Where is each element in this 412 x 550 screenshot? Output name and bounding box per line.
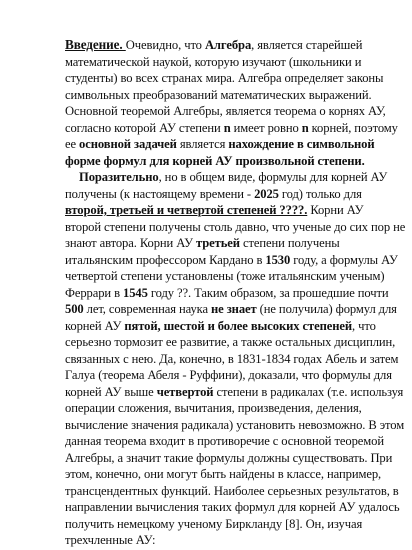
text-run: 1545 xyxy=(123,285,148,300)
text-run: , но в общем виде, формулы для корней АУ xyxy=(158,170,388,184)
text-run: степени в радикалах (т.е. используя xyxy=(213,384,404,399)
text-run: этом, конечно, они могут быть найдены в классе, например, xyxy=(65,467,382,481)
text-run: связанных с нею. Да, конечно, в 1831-1834 годах Абель и затем xyxy=(65,351,399,366)
text-run: имеет ровно xyxy=(230,120,302,135)
text-run: основной задачей xyxy=(79,137,177,151)
text-line xyxy=(65,268,384,285)
text-run: нахождение в символьной xyxy=(228,137,375,151)
text-run: трехчленные АУ: xyxy=(65,533,156,547)
text-run: корней, поэтому xyxy=(308,120,398,135)
text-run: ее xyxy=(65,137,80,151)
text-run: математической наукой, которую изучают (школьники и xyxy=(65,54,362,69)
text-run: (не получила) формул для xyxy=(256,302,397,316)
text-run: Алгебры, а значит такие формулы должны существовать. При xyxy=(65,450,393,465)
text-line xyxy=(65,103,386,120)
text-line xyxy=(65,417,404,434)
text-line xyxy=(65,252,398,269)
text-line xyxy=(65,219,405,236)
text-run: 500 xyxy=(65,302,84,316)
text-run: получить немецкому ученому Биркланду [8]. Он, изучая xyxy=(65,516,363,531)
text-line xyxy=(65,54,361,71)
text-line xyxy=(65,202,363,219)
text-run: операции сложения, вычитания, произведения, деления, xyxy=(65,401,362,415)
text-line xyxy=(65,301,397,318)
text-line xyxy=(65,483,399,500)
text-run: Поразительно xyxy=(79,170,159,184)
text-run: лет, современная наука xyxy=(83,302,212,316)
text-line xyxy=(65,351,398,368)
text-run: второй, третьей и четвертой степеней ????. xyxy=(65,203,308,217)
heading-line xyxy=(65,37,362,54)
text-line xyxy=(65,367,392,384)
text-line xyxy=(65,153,365,170)
text-run: 2025 xyxy=(254,186,279,201)
text-line xyxy=(65,450,392,467)
text-run: Феррари в xyxy=(65,285,124,300)
text-run: не знает xyxy=(211,302,257,316)
text-run: , является старейшей xyxy=(251,38,363,52)
text-run: степени получены xyxy=(239,236,340,250)
text-run: трансцендентных функций. Наиболее серьезных результатов, в xyxy=(65,483,399,498)
text-line xyxy=(65,384,403,401)
text-run: Галуа (теорема Абеля - Руффини), доказали, что формулы для xyxy=(65,368,392,382)
text-line xyxy=(65,516,362,533)
text-run: Основной теоремой Алгебры, является теорема о корнях АУ, xyxy=(65,104,386,118)
text-run: пятой, шестой и более высоких степеней xyxy=(124,318,353,333)
text-line xyxy=(65,285,389,302)
text-run: Очевидно, что xyxy=(125,38,205,52)
text-run: второй степени получены столь давно, что ученые до сих пор не xyxy=(65,219,406,234)
text-run: студенты) во всех странах мира. Алгебра определяет законы xyxy=(65,71,384,85)
text-run: Алгебра xyxy=(204,38,252,52)
text-run: направлении вычисления таких формул для корней АУ удалось xyxy=(65,500,400,514)
text-run: корней АУ выше xyxy=(65,384,157,399)
text-run: форме формул для корней АУ произвольной степени. xyxy=(65,153,365,168)
text-run: знают автора. Корни АУ xyxy=(65,236,196,250)
text-line xyxy=(65,400,362,417)
text-run: данная теорема входит в противоречие с основной теоремой xyxy=(65,434,384,448)
text-run: получены (к настоящему времени - xyxy=(65,186,255,201)
text-run: , что xyxy=(352,318,376,333)
text-line xyxy=(65,532,155,549)
text-line xyxy=(65,318,376,335)
text-run: году ??. Таким образом, за прошедшие почти xyxy=(147,285,389,300)
text-line xyxy=(65,87,372,104)
text-run: третьей xyxy=(196,236,240,250)
intro-heading: Введение. xyxy=(65,37,126,52)
text-line xyxy=(65,120,398,137)
text-line xyxy=(65,186,362,203)
text-run: год) только для xyxy=(278,186,362,201)
text-run: серьезно тормозит ее развитие, а также остальных дисциплин, xyxy=(65,335,396,349)
text-line xyxy=(65,466,381,483)
text-line xyxy=(65,334,395,351)
text-run: корней АУ xyxy=(65,318,125,333)
text-run: является xyxy=(176,137,229,151)
text-line xyxy=(65,235,340,252)
text-run: четвертой xyxy=(156,384,214,399)
text-run: четвертой степени установлены (тоже итальянским ученым) xyxy=(65,269,385,283)
text-run: итальянским профессором Кардано в xyxy=(65,252,266,267)
text-run: Корни АУ xyxy=(307,203,364,217)
text-run: n xyxy=(301,120,309,135)
text-line xyxy=(65,499,400,516)
text-line xyxy=(65,70,383,87)
text-run: 1530 xyxy=(265,252,291,267)
paragraph-start-line xyxy=(79,169,387,186)
text-run: согласно которой АУ степени xyxy=(65,120,224,135)
text-run: символьных преобразований математических выражений. xyxy=(65,87,372,102)
text-run: n xyxy=(223,120,231,135)
text-line xyxy=(65,433,384,450)
text-run: году, а формулы АУ xyxy=(290,252,398,267)
text-run: вычисление значения радикала) установить невозможно. В этом xyxy=(65,417,405,432)
text-line xyxy=(65,136,375,153)
